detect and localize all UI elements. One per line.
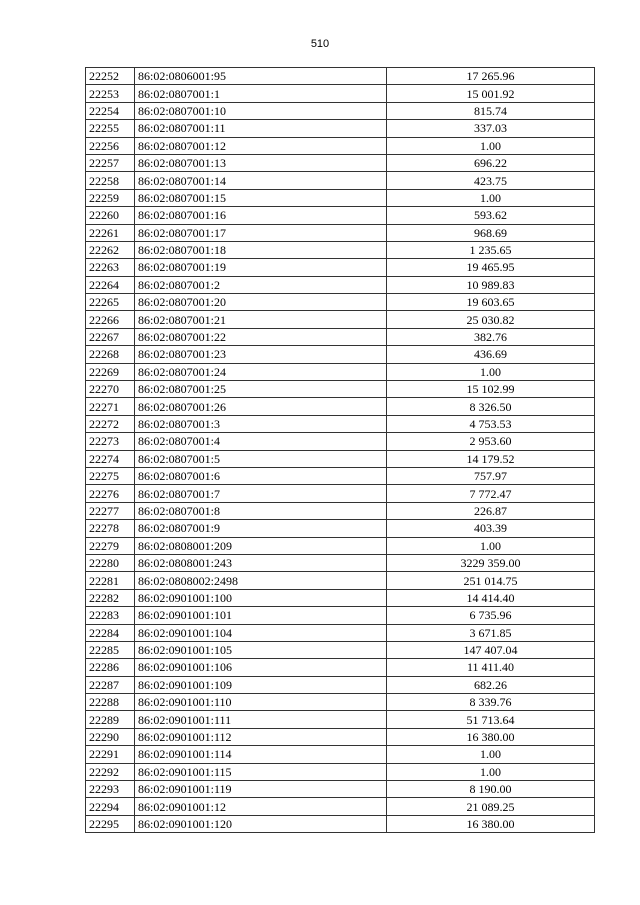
row-number-cell: 22285 (86, 641, 135, 658)
value-cell: 2 953.60 (387, 433, 595, 450)
row-number-cell: 22255 (86, 120, 135, 137)
cadastral-number-cell: 86:02:0901001:106 (135, 659, 387, 676)
value-cell: 4 753.53 (387, 415, 595, 432)
row-number-cell: 22257 (86, 154, 135, 171)
row-number-cell: 22290 (86, 728, 135, 745)
row-number-cell: 22294 (86, 798, 135, 815)
table-row (86, 224, 595, 241)
row-number-cell: 22260 (86, 207, 135, 224)
cadastral-number-cell: 86:02:0808001:209 (135, 537, 387, 554)
value-cell: 1 235.65 (387, 241, 595, 258)
page-number: 510 (310, 38, 330, 50)
table-row (86, 746, 595, 763)
cadastral-number-cell: 86:02:0807001:6 (135, 467, 387, 484)
cadastral-number-cell: 86:02:0807001:23 (135, 346, 387, 363)
table-row (86, 294, 595, 311)
table-row (86, 433, 595, 450)
value-cell: 1.00 (387, 763, 595, 780)
cadastral-number-cell: 86:02:0807001:14 (135, 172, 387, 189)
value-cell: 382.76 (387, 328, 595, 345)
row-number-cell: 22282 (86, 589, 135, 606)
value-cell: 19 465.95 (387, 259, 595, 276)
row-number-cell: 22272 (86, 415, 135, 432)
value-cell: 10 989.83 (387, 276, 595, 293)
table-row (86, 798, 595, 815)
cadastral-number-cell: 86:02:0807001:1 (135, 85, 387, 102)
value-cell: 757.97 (387, 467, 595, 484)
table-row (86, 398, 595, 415)
table-row (86, 259, 595, 276)
value-cell: 14 179.52 (387, 450, 595, 467)
table-row (86, 85, 595, 102)
table-row (86, 537, 595, 554)
cadastral-number-cell: 86:02:0806001:95 (135, 68, 387, 85)
table-row (86, 137, 595, 154)
cadastral-number-cell: 86:02:0807001:24 (135, 363, 387, 380)
value-cell: 16 380.00 (387, 815, 595, 832)
table-row (86, 328, 595, 345)
row-number-cell: 22259 (86, 189, 135, 206)
row-number-cell: 22279 (86, 537, 135, 554)
row-number-cell: 22268 (86, 346, 135, 363)
cadastral-number-cell: 86:02:0901001:12 (135, 798, 387, 815)
table-row (86, 502, 595, 519)
row-number-cell: 22276 (86, 485, 135, 502)
table-row (86, 381, 595, 398)
row-number-cell: 22269 (86, 363, 135, 380)
table-row (86, 572, 595, 589)
value-cell: 8 339.76 (387, 694, 595, 711)
cadastral-number-cell: 86:02:0901001:105 (135, 641, 387, 658)
table-row (86, 120, 595, 137)
row-number-cell: 22253 (86, 85, 135, 102)
row-number-cell: 22295 (86, 815, 135, 832)
table-row (86, 154, 595, 171)
cadastral-number-cell: 86:02:0807001:16 (135, 207, 387, 224)
row-number-cell: 22289 (86, 711, 135, 728)
row-number-cell: 22283 (86, 607, 135, 624)
value-cell: 1.00 (387, 363, 595, 380)
cadastral-number-cell: 86:02:0901001:115 (135, 763, 387, 780)
table-row (86, 102, 595, 119)
value-cell: 251 014.75 (387, 572, 595, 589)
value-cell: 593.62 (387, 207, 595, 224)
cadastral-number-cell: 86:02:0807001:20 (135, 294, 387, 311)
cadastral-number-cell: 86:02:0807001:15 (135, 189, 387, 206)
table-row (86, 589, 595, 606)
row-number-cell: 22265 (86, 294, 135, 311)
table-row (86, 763, 595, 780)
cadastral-number-cell: 86:02:0807001:22 (135, 328, 387, 345)
value-cell: 25 030.82 (387, 311, 595, 328)
cadastral-number-cell: 86:02:0901001:110 (135, 694, 387, 711)
value-cell: 11 411.40 (387, 659, 595, 676)
table-row (86, 676, 595, 693)
row-number-cell: 22288 (86, 694, 135, 711)
value-cell: 3 671.85 (387, 624, 595, 641)
row-number-cell: 22254 (86, 102, 135, 119)
row-number-cell: 22286 (86, 659, 135, 676)
value-cell: 6 735.96 (387, 607, 595, 624)
value-cell: 16 380.00 (387, 728, 595, 745)
cadastral-number-cell: 86:02:0808001:243 (135, 554, 387, 571)
cadastral-number-cell: 86:02:0808002:2498 (135, 572, 387, 589)
table-row (86, 485, 595, 502)
cadastral-number-cell: 86:02:0901001:112 (135, 728, 387, 745)
cadastral-number-cell: 86:02:0807001:13 (135, 154, 387, 171)
cadastral-number-cell: 86:02:0901001:104 (135, 624, 387, 641)
row-number-cell: 22280 (86, 554, 135, 571)
table-row (86, 363, 595, 380)
row-number-cell: 22256 (86, 137, 135, 154)
table-row (86, 607, 595, 624)
cadastral-number-cell: 86:02:0807001:2 (135, 276, 387, 293)
cadastral-number-cell: 86:02:0807001:12 (135, 137, 387, 154)
value-cell: 1.00 (387, 137, 595, 154)
value-cell: 1.00 (387, 746, 595, 763)
row-number-cell: 22281 (86, 572, 135, 589)
table-row (86, 450, 595, 467)
value-cell: 1.00 (387, 189, 595, 206)
row-number-cell: 22291 (86, 746, 135, 763)
value-cell: 21 089.25 (387, 798, 595, 815)
value-cell: 436.69 (387, 346, 595, 363)
value-cell: 7 772.47 (387, 485, 595, 502)
row-number-cell: 22277 (86, 502, 135, 519)
cadastral-number-cell: 86:02:0901001:100 (135, 589, 387, 606)
cadastral-number-cell: 86:02:0807001:5 (135, 450, 387, 467)
cadastral-number-cell: 86:02:0807001:10 (135, 102, 387, 119)
cadastral-number-cell: 86:02:0807001:25 (135, 381, 387, 398)
row-number-cell: 22264 (86, 276, 135, 293)
row-number-cell: 22293 (86, 781, 135, 798)
table-row (86, 728, 595, 745)
table-row (86, 241, 595, 258)
cadastral-number-cell: 86:02:0807001:11 (135, 120, 387, 137)
table-row (86, 311, 595, 328)
table-row (86, 641, 595, 658)
cadastral-number-cell: 86:02:0807001:3 (135, 415, 387, 432)
value-cell: 696.22 (387, 154, 595, 171)
table-row (86, 68, 595, 85)
value-cell: 15 001.92 (387, 85, 595, 102)
row-number-cell: 22284 (86, 624, 135, 641)
row-number-cell: 22271 (86, 398, 135, 415)
table-row (86, 189, 595, 206)
value-cell: 337.03 (387, 120, 595, 137)
value-cell: 14 414.40 (387, 589, 595, 606)
value-cell: 968.69 (387, 224, 595, 241)
value-cell: 8 190.00 (387, 781, 595, 798)
table-row (86, 467, 595, 484)
cadastral-number-cell: 86:02:0807001:26 (135, 398, 387, 415)
table-row (86, 554, 595, 571)
value-cell: 15 102.99 (387, 381, 595, 398)
table-row (86, 346, 595, 363)
value-cell: 1.00 (387, 537, 595, 554)
table-row (86, 207, 595, 224)
cadastral-number-cell: 86:02:0807001:17 (135, 224, 387, 241)
registry-table (85, 67, 595, 833)
row-number-cell: 22273 (86, 433, 135, 450)
value-cell: 19 603.65 (387, 294, 595, 311)
table-row (86, 624, 595, 641)
value-cell: 147 407.04 (387, 641, 595, 658)
value-cell: 682.26 (387, 676, 595, 693)
table-row (86, 659, 595, 676)
table-row (86, 694, 595, 711)
value-cell: 815.74 (387, 102, 595, 119)
value-cell: 51 713.64 (387, 711, 595, 728)
value-cell: 17 265.96 (387, 68, 595, 85)
cadastral-number-cell: 86:02:0807001:8 (135, 502, 387, 519)
cadastral-number-cell: 86:02:0807001:9 (135, 520, 387, 537)
cadastral-number-cell: 86:02:0807001:7 (135, 485, 387, 502)
cadastral-number-cell: 86:02:0807001:4 (135, 433, 387, 450)
cadastral-number-cell: 86:02:0807001:18 (135, 241, 387, 258)
value-cell: 403.39 (387, 520, 595, 537)
row-number-cell: 22274 (86, 450, 135, 467)
cadastral-number-cell: 86:02:0901001:114 (135, 746, 387, 763)
cadastral-number-cell: 86:02:0807001:19 (135, 259, 387, 276)
table-row (86, 815, 595, 832)
table-row (86, 520, 595, 537)
value-cell: 8 326.50 (387, 398, 595, 415)
row-number-cell: 22262 (86, 241, 135, 258)
row-number-cell: 22292 (86, 763, 135, 780)
cadastral-number-cell: 86:02:0901001:111 (135, 711, 387, 728)
row-number-cell: 22261 (86, 224, 135, 241)
registry-table-body (86, 68, 595, 833)
row-number-cell: 22258 (86, 172, 135, 189)
table-row (86, 276, 595, 293)
row-number-cell: 22252 (86, 68, 135, 85)
cadastral-number-cell: 86:02:0901001:109 (135, 676, 387, 693)
value-cell: 226.87 (387, 502, 595, 519)
cadastral-number-cell: 86:02:0807001:21 (135, 311, 387, 328)
table-row (86, 172, 595, 189)
value-cell: 3229 359.00 (387, 554, 595, 571)
row-number-cell: 22270 (86, 381, 135, 398)
row-number-cell: 22266 (86, 311, 135, 328)
value-cell: 423.75 (387, 172, 595, 189)
row-number-cell: 22263 (86, 259, 135, 276)
table-row (86, 711, 595, 728)
row-number-cell: 22275 (86, 467, 135, 484)
table-row (86, 415, 595, 432)
table-row (86, 781, 595, 798)
row-number-cell: 22278 (86, 520, 135, 537)
cadastral-number-cell: 86:02:0901001:101 (135, 607, 387, 624)
cadastral-number-cell: 86:02:0901001:120 (135, 815, 387, 832)
row-number-cell: 22287 (86, 676, 135, 693)
row-number-cell: 22267 (86, 328, 135, 345)
cadastral-number-cell: 86:02:0901001:119 (135, 781, 387, 798)
